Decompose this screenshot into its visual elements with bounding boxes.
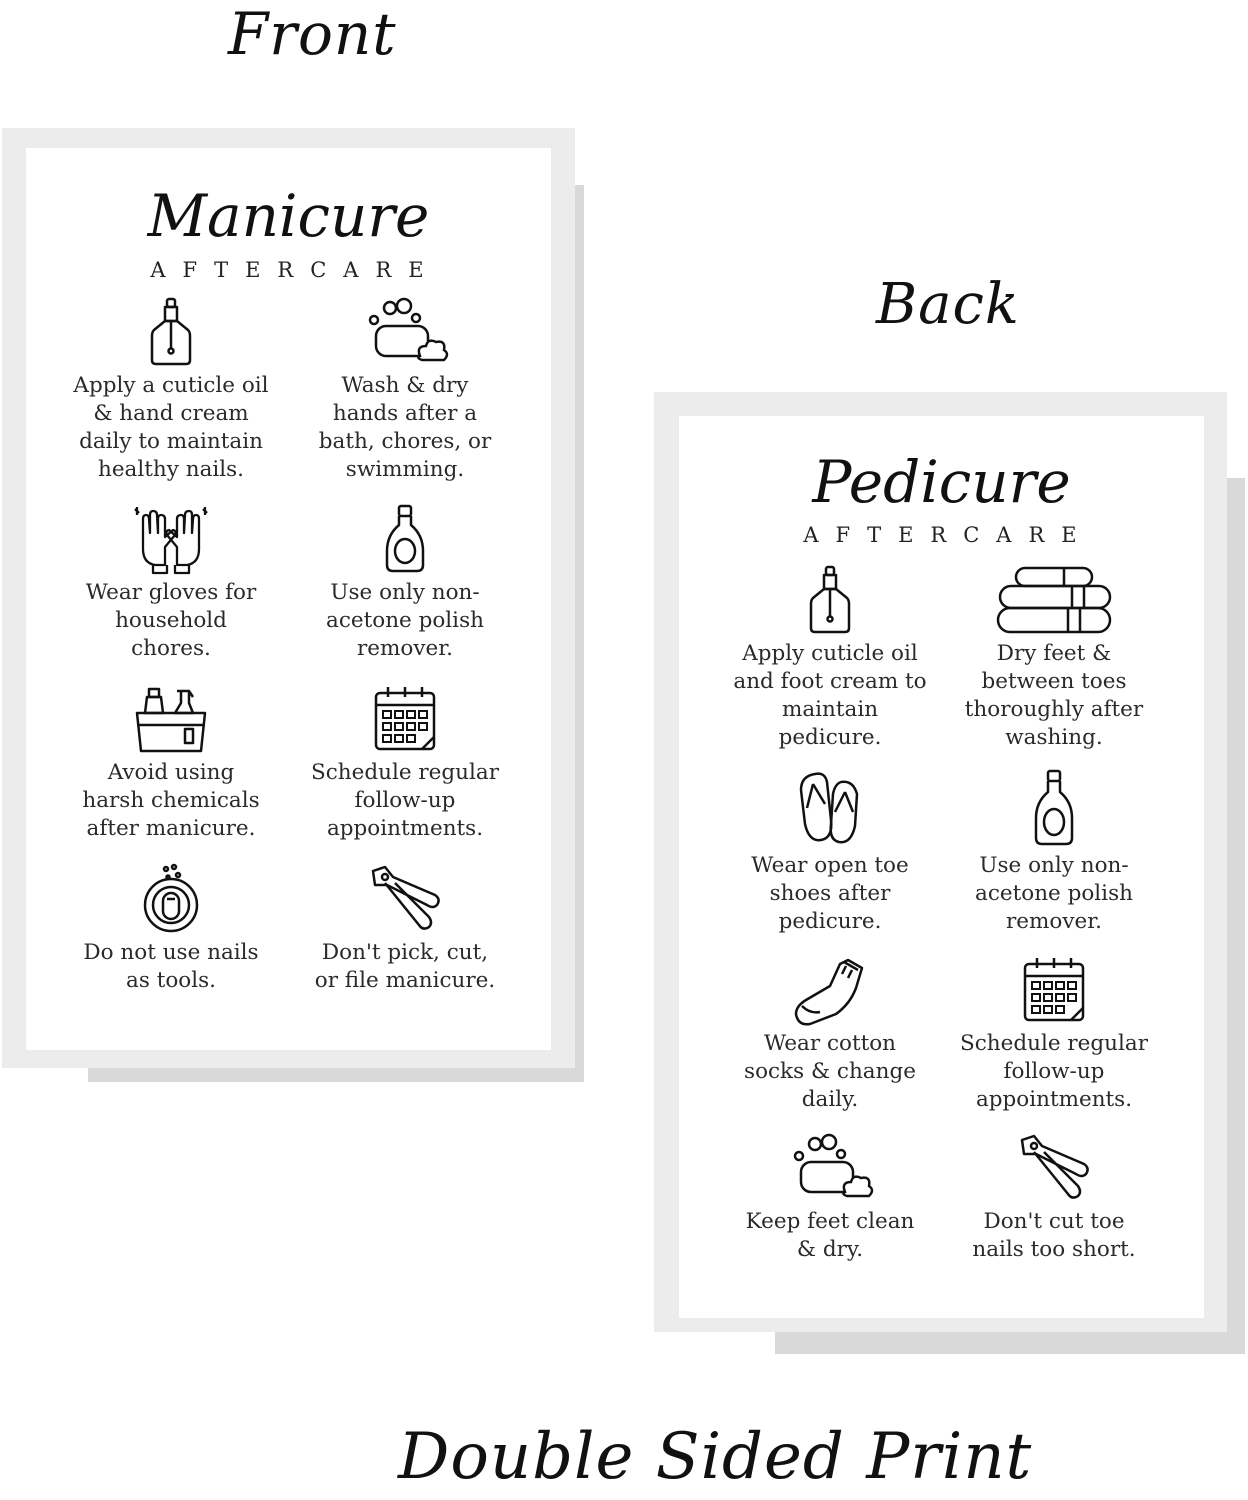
list-item <box>715 1132 945 1264</box>
item-text: Do not use nails as tools. <box>83 940 259 993</box>
item-text: Wear gloves for household chores. <box>85 580 257 661</box>
item-text: Avoid using harsh chemicals after manicure. <box>82 760 260 841</box>
list-item <box>290 683 520 843</box>
list-item <box>56 863 286 995</box>
double-sided-print-label: Double Sided Print <box>398 1420 1033 1494</box>
polish-remover-bottle-icon <box>939 768 1169 848</box>
list-item <box>715 564 945 752</box>
front-card <box>26 148 551 1050</box>
list-item <box>939 768 1169 936</box>
list-item <box>56 503 286 663</box>
item-text: Apply cuticle oil and foot cream to maintain pedicure. <box>733 641 927 750</box>
card-title-manicure: Manicure <box>147 182 430 250</box>
item-text: Use only non- acetone polish remover. <box>326 580 484 661</box>
fingertip-icon <box>56 863 286 935</box>
list-item <box>939 954 1169 1114</box>
list-item <box>939 564 1169 752</box>
list-item <box>290 503 520 663</box>
back-card <box>679 416 1204 1318</box>
nail-clipper-icon <box>939 1132 1169 1204</box>
item-text: Wash & dry hands after a bath, chores, or swimming. <box>318 373 492 482</box>
list-item <box>939 1132 1169 1264</box>
list-item <box>56 296 286 484</box>
towels-icon <box>939 564 1169 636</box>
item-text: Don't cut toe nails too short. <box>972 1209 1136 1262</box>
item-text: Wear open toe shoes after pedicure. <box>751 853 909 934</box>
cleaning-bucket-icon <box>56 683 286 755</box>
item-text: Dry feet & between toes thoroughly after washing. <box>964 641 1144 750</box>
card-subtitle: AFTERCARE <box>803 523 1094 547</box>
item-text: Don't pick, cut, or file manicure. <box>314 940 496 993</box>
gloves-icon <box>56 503 286 575</box>
soap-bubbles-icon <box>290 296 520 368</box>
sock-icon <box>715 954 945 1026</box>
dropper-bottle-icon <box>715 564 945 636</box>
item-text: Wear cotton socks & change daily. <box>744 1031 916 1112</box>
calendar-icon <box>939 954 1169 1026</box>
list-item <box>290 296 520 484</box>
polish-remover-bottle-icon <box>290 503 520 575</box>
card-subtitle: AFTERCARE <box>150 258 441 282</box>
card-title-pedicure: Pedicure <box>812 448 1071 516</box>
list-item <box>715 954 945 1114</box>
back-label: Back <box>876 272 1020 337</box>
soap-bubbles-icon <box>715 1132 945 1204</box>
item-text: Schedule regular follow-up appointments. <box>960 1031 1148 1112</box>
item-text: Use only non- acetone polish remover. <box>975 853 1133 934</box>
item-text: Keep feet clean & dry. <box>745 1209 915 1262</box>
calendar-icon <box>290 683 520 755</box>
flip-flops-icon <box>715 768 945 848</box>
list-item <box>290 863 520 995</box>
item-text: Apply a cuticle oil & hand cream daily to maintain healthy nails. <box>73 373 269 482</box>
item-text: Schedule regular follow-up appointments. <box>311 760 499 841</box>
list-item <box>715 768 945 936</box>
dropper-bottle-icon <box>56 296 286 368</box>
front-label: Front <box>228 0 397 68</box>
nail-clipper-icon <box>290 863 520 935</box>
list-item <box>56 683 286 843</box>
